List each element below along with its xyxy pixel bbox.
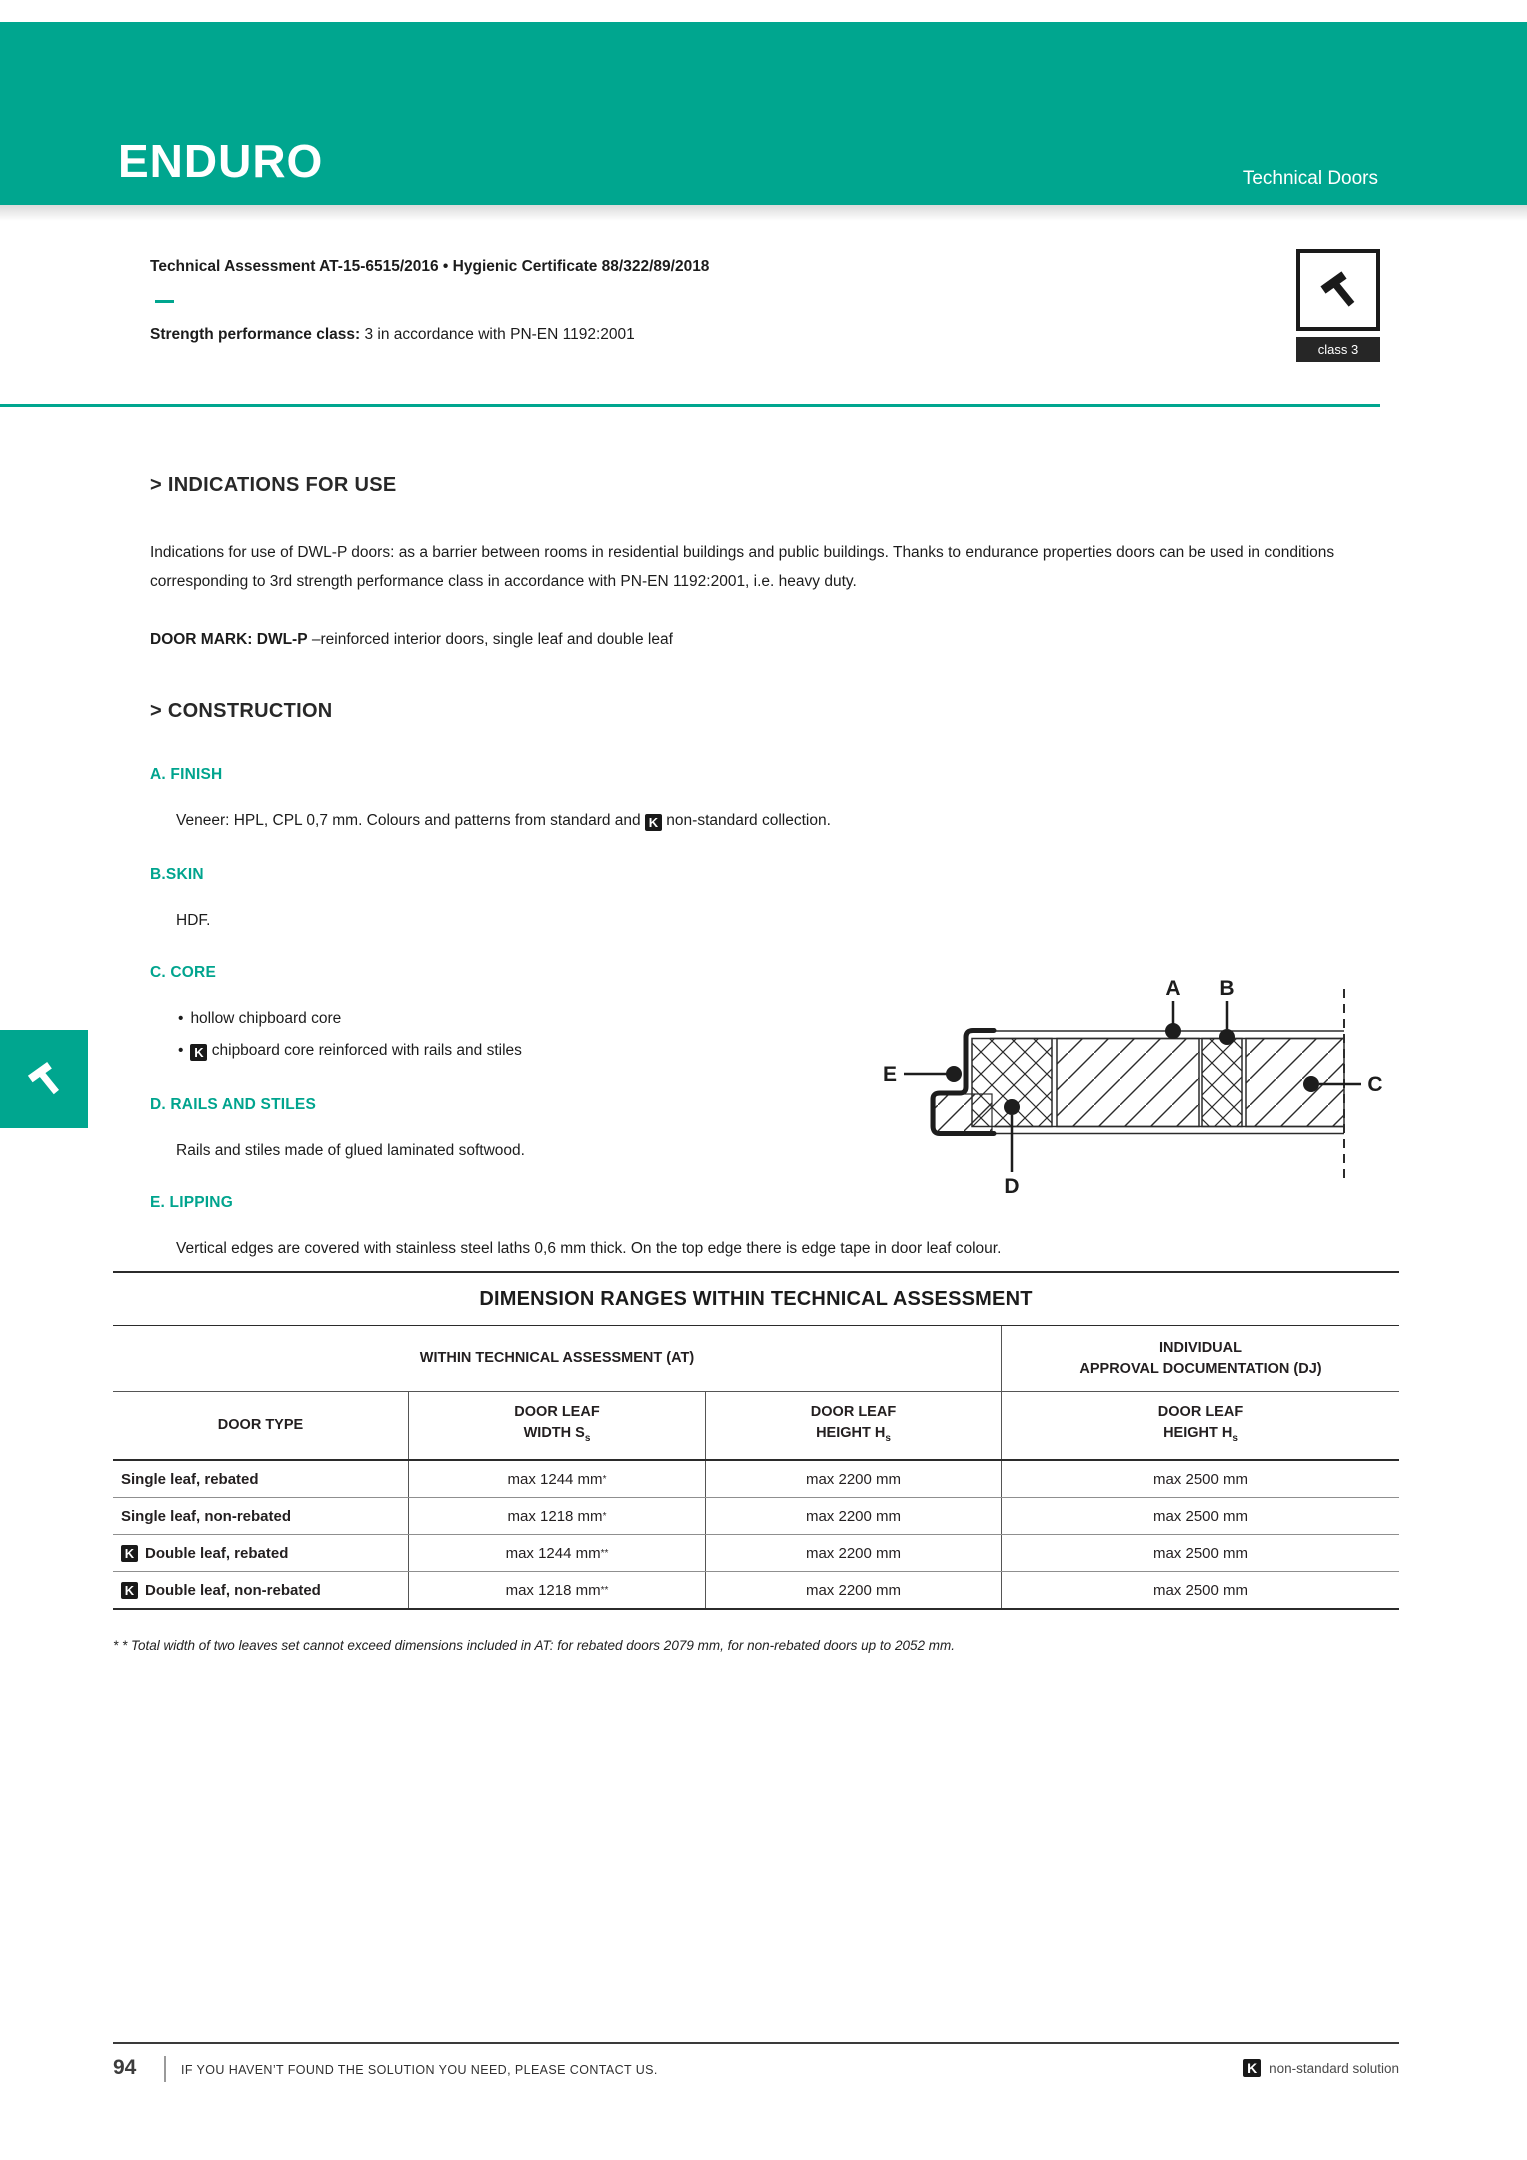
core-heading: C. CORE [150, 964, 216, 981]
k-logo-icon: K [190, 1044, 207, 1061]
table-footnote: * * Total width of two leaves set cannot exceed dimensions included in AT: for rebated doors 2079 mm, for non-rebated doors up to 2052 mm. [113, 1638, 955, 1653]
diagram-label-b: B [1219, 977, 1235, 1000]
table-group-header [113, 1326, 1399, 1392]
k-logo-icon: K [1243, 2059, 1261, 2077]
height-at-cell: max 2200 mm [705, 1461, 1001, 1497]
width-cell: max 1244 mm * [408, 1461, 705, 1497]
skin-body: HDF. [176, 912, 211, 929]
skin-heading: B.SKIN [150, 866, 204, 883]
core-block [1057, 1039, 1199, 1127]
header-band [0, 22, 1527, 205]
indications-heading: > INDICATIONS FOR USE [150, 474, 397, 496]
height-at-cell: max 2200 mm [705, 1535, 1001, 1571]
height-dj-cell: max 2500 mm [1001, 1461, 1399, 1497]
callout-dot-b [1219, 1029, 1235, 1045]
col-door-leaf-height-at: DOOR LEAF HEIGHT $H_s$ [705, 1392, 1001, 1459]
col-door-type: DOOR TYPE [217, 1417, 304, 1433]
height-at-cell: max 2200 mm [705, 1572, 1001, 1608]
construction-heading: > CONSTRUCTION [150, 700, 333, 722]
width-cell: max 1218 mm * [408, 1498, 705, 1534]
strength-class-value: 3 in accordance with PN-EN 1192:2001 [360, 326, 635, 343]
at-group-header: WITHIN TECHNICAL ASSESSMENT (AT) [419, 1350, 695, 1366]
height-dj-cell: max 2500 mm [1001, 1498, 1399, 1534]
lipping-heading: E. LIPPING [150, 1194, 233, 1211]
door-type-cell: Single leaf, rebated [121, 1470, 259, 1488]
height-dj-cell: max 2500 mm [1001, 1572, 1399, 1608]
class-certificate-box [1296, 249, 1380, 331]
door-mark-line [150, 625, 673, 654]
table-column-header [113, 1392, 1399, 1461]
footer-note: IF YOU HAVEN’T FOUND THE SOLUTION YOU NEED, PLEASE CONTACT US. [181, 2063, 658, 2077]
table-row [113, 1535, 1399, 1572]
core-bullet-2: • K chipboard core reinforced with rails and stiles [178, 1042, 522, 1060]
k-logo-icon: K [645, 814, 662, 831]
col-door-leaf-width: DOOR LEAF WIDTH $S_s$ [408, 1392, 705, 1459]
table-title: DIMENSION RANGES WITHIN TECHNICAL ASSESSMENT [113, 1273, 1399, 1326]
class-badge: class 3 [1296, 337, 1380, 362]
door-type-cell: K Double leaf, non-rebated [113, 1572, 408, 1608]
callout-dot-c [1303, 1076, 1319, 1092]
hammer-icon [1314, 266, 1362, 314]
finish-heading: A. FINISH [150, 766, 223, 783]
table-row [113, 1572, 1399, 1610]
callout-dot-a [1165, 1023, 1181, 1039]
diagram-label-d: D [1004, 1175, 1020, 1198]
footer-legend-label: non-standard solution [1269, 2060, 1399, 2076]
k-logo-icon: K [121, 1545, 138, 1562]
diagram-label-a: A [1165, 977, 1181, 1000]
width-cell: max 1244 mm ** [408, 1535, 705, 1571]
callout-dot-e [946, 1066, 962, 1082]
door-type-cell: Single leaf, non-rebated [121, 1507, 292, 1525]
door-cross-section-diagram [860, 975, 1400, 1235]
lipping-body: Vertical edges are covered with stainless steel laths 0,6 mm thick. On the top edge there is edge tape in door leaf colour. [176, 1240, 1002, 1257]
core-bullet-1: • hollow chipboard core [178, 1010, 342, 1027]
side-tab [0, 1030, 88, 1128]
rail-block [1202, 1039, 1242, 1127]
col-door-leaf-height-dj: DOOR LEAF HEIGHT $H_s$ [1001, 1392, 1399, 1459]
indications-body: Indications for use of DWL-P doors: as a barrier between rooms in residential buildings and public buildings. Thanks to endurance properties doors can be used in conditions corresponding to 3rd strength performance class in accordance with PN-EN 1192:2001, i.e. heavy duty. [150, 544, 1335, 590]
dj-group-header: INDIVIDUAL APPROVAL DOCUMENTATION (DJ) [1001, 1326, 1399, 1391]
height-at-cell: max 2200 mm [705, 1498, 1001, 1534]
accent-dash [155, 300, 174, 303]
page-number: 94 [113, 2056, 137, 2079]
bullet-icon: • [178, 1042, 184, 1059]
table-row [113, 1461, 1399, 1498]
height-dj-cell: max 2500 mm [1001, 1535, 1399, 1571]
strength-class-line [150, 326, 635, 344]
finish-body: Veneer: HPL, CPL 0,7 mm. Colours and patterns from standard and K non-standard collection. [176, 812, 831, 830]
rails-body: Rails and stiles made of glued laminated softwood. [176, 1142, 525, 1159]
table-row [113, 1498, 1399, 1535]
hammer-icon [22, 1057, 66, 1101]
door-mark-label: DOOR MARK: DWL-P [150, 631, 308, 648]
rebate-block [935, 1094, 992, 1132]
strength-class-label: Strength performance class: [150, 326, 361, 343]
k-logo-icon: K [121, 1582, 138, 1599]
bullet-icon: • [178, 1010, 184, 1027]
category-label: Technical Doors [1242, 168, 1378, 189]
section-divider [0, 404, 1380, 407]
door-type-cell: K Double leaf, rebated [113, 1535, 408, 1571]
door-mark-text: –reinforced interior doors, single leaf and double leaf [307, 631, 673, 648]
diagram-label-c: C [1367, 1073, 1383, 1096]
core-block-2 [1246, 1039, 1344, 1127]
certificates-line: Technical Assessment AT-15-6515/2016 • Hygienic Certificate 88/322/89/2018 [150, 258, 710, 275]
dimension-table [113, 1271, 1399, 1610]
page-title: ENDURO [118, 135, 324, 187]
diagram-label-e: E [882, 1063, 898, 1086]
callout-dot-d [1004, 1099, 1020, 1115]
footer-legend [1243, 2059, 1399, 2077]
footer-divider [113, 2042, 1399, 2044]
band-shadow [0, 205, 1527, 221]
width-cell: max 1218 mm ** [408, 1572, 705, 1608]
rails-heading: D. RAILS AND STILES [150, 1096, 316, 1113]
footer-separator [164, 2056, 166, 2082]
